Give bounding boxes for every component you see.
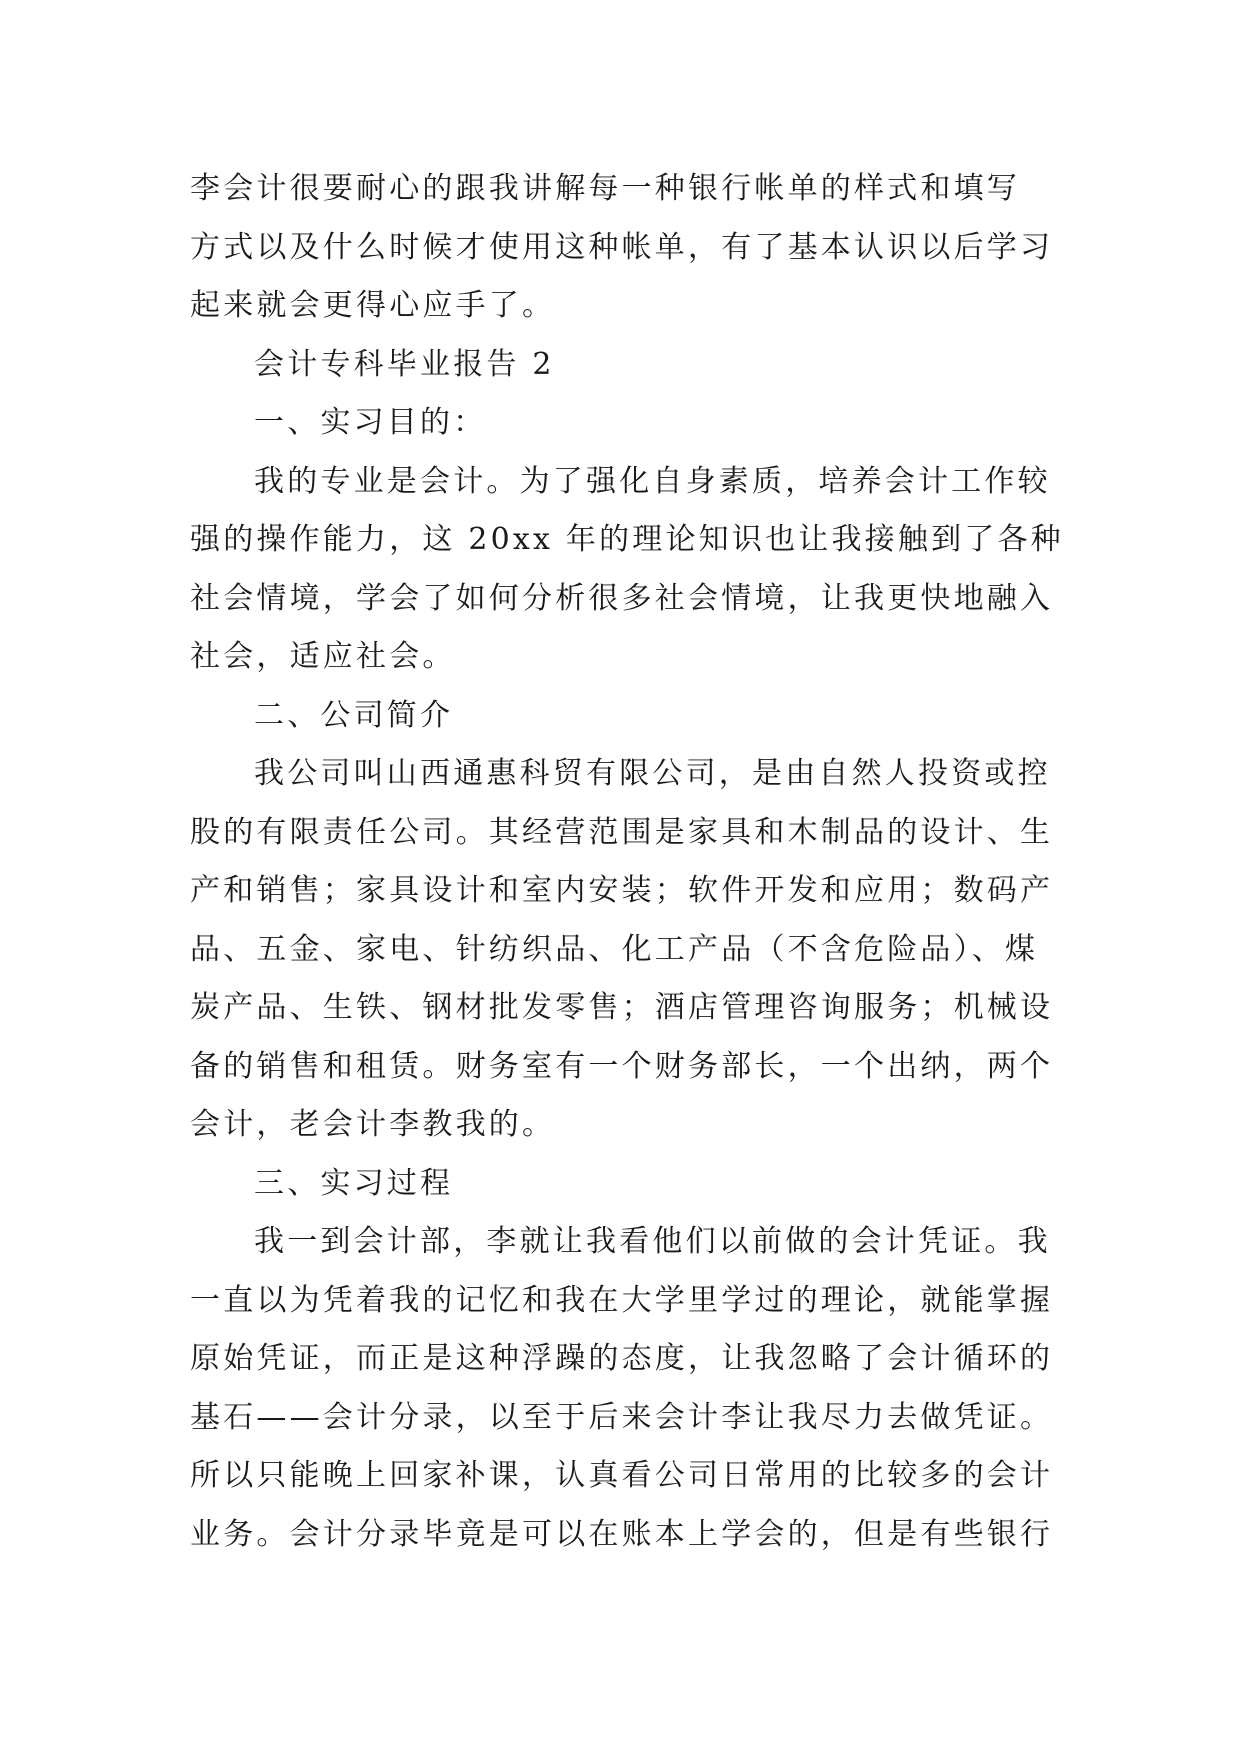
paragraph-line: 社会，适应社会。 [190,639,456,674]
section-title: 会计专科毕业报告 2 [254,346,555,382]
paragraph-line: 炭产品、生铁、钢材批发零售；酒店管理咨询服务；机械设 [190,990,1054,1025]
paragraph-line: 原始凭证，而正是这种浮躁的态度，让我忽略了会计循环的 [190,1341,1054,1376]
paragraph-line: 品、五金、家电、针纺织品、化工产品（不含危险品）、煤 [190,931,1039,967]
section-heading: 三、实习过程 [254,1165,454,1201]
paragraph-line: 产和销售；家具设计和室内安装；软件开发和应用；数码产 [190,873,1054,908]
paragraph-line: 强的操作能力，这 20xx 年的理论知识也让我接触到了各种 [190,522,1064,557]
section-heading: 二、公司简介 [254,697,454,733]
section-heading: 一、实习目的： [254,405,487,440]
document-body [190,160,1064,1564]
paragraph-line: 社会情境，学会了如何分析很多社会情境，让我更快地融入 [190,580,1054,616]
paragraph-line: 我的专业是会计。为了强化自身素质，培养会计工作较 [254,463,1051,499]
paragraph-line: 会计，老会计李教我的。 [190,1107,556,1142]
paragraph-line: 股的有限责任公司。其经营范围是家具和木制品的设计、生 [190,814,1054,850]
paragraph-line: 所以只能晚上回家补课，认真看公司日常用的比较多的会计 [190,1458,1054,1493]
paragraph-line: 起来就会更得心应手了。 [190,288,556,323]
paragraph-line: 一直以为凭着我的记忆和我在大学里学过的理论，就能掌握 [190,1282,1054,1318]
paragraph-line: 备的销售和租赁。财务室有一个财务部长，一个出纳，两个 [190,1048,1054,1084]
paragraph-line: 业务。会计分录毕竟是可以在账本上学会的，但是有些银行 [190,1516,1054,1552]
paragraph-line: 方式以及什么时候才使用这种帐单，有了基本认识以后学习 [190,229,1054,265]
paragraph-line: 我一到会计部，李就让我看他们以前做的会计凭证。我 [254,1224,1051,1259]
paragraph-line: 我公司叫山西通惠科贸有限公司，是由自然人投资或控 [254,756,1051,791]
paragraph-line: 基石——会计分录，以至于后来会计李让我尽力去做凭证。 [190,1399,1054,1435]
paragraph-line: 李会计很要耐心的跟我讲解每一种银行帐单的样式和填写 [190,171,1020,206]
